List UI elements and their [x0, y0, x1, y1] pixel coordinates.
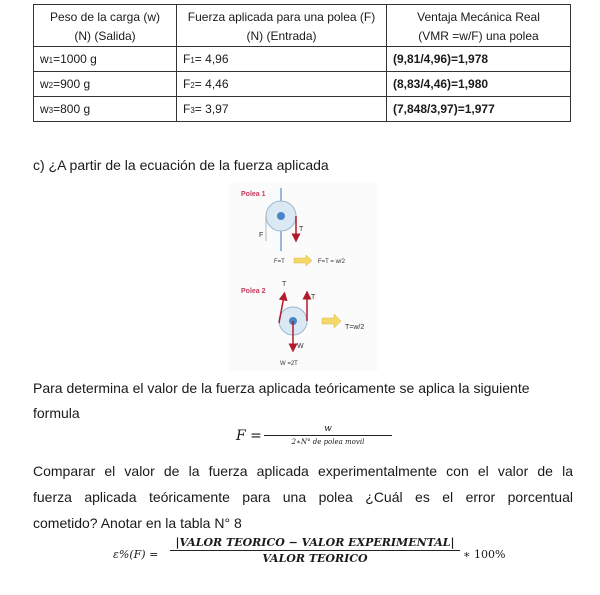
table-row [34, 97, 571, 122]
force-subscript: 1 [190, 56, 195, 65]
table-row [34, 72, 571, 97]
polea2-label-t1: T [282, 281, 287, 288]
paragraph2-line1: Comparar el valor de la fuerza aplicada experimentalmente con el valor de la [33, 463, 573, 479]
header-force-line2: (N) (Entrada) [246, 29, 317, 43]
formula-percent-error [113, 536, 533, 576]
force-symbol: F [183, 102, 191, 116]
polea1-label-f: F [259, 232, 264, 239]
polea2-label-t2: T [311, 294, 316, 301]
force-symbol: F [183, 52, 191, 66]
cell-force [177, 97, 387, 122]
pulley-diagram [228, 183, 378, 371]
polea2-yellow-arrow-icon [322, 314, 341, 328]
header-weight-line1: Peso de la carga (w) [49, 10, 161, 24]
cell-weight [34, 72, 177, 97]
weight-symbol: w [40, 52, 49, 66]
polea2-eq-bottom: W =2T [280, 361, 298, 367]
header-weight-line2: (N) (Salida) [74, 29, 136, 43]
cell-weight [34, 97, 177, 122]
header-force [177, 5, 387, 47]
force-value: = 4,46 [194, 77, 229, 91]
pulley-diagram-svg [228, 183, 378, 371]
force-subscript: 3 [190, 106, 195, 115]
weight-value: =900 g [53, 77, 91, 91]
polea2-eq-right: T=w/2 [345, 324, 365, 331]
weight-value: =1000 g [53, 52, 97, 66]
force-subscript: 2 [190, 81, 195, 90]
formula1-fraction [264, 424, 392, 446]
cell-vmr: (9,81/4,96)=1,978 [387, 47, 571, 72]
table-header-row [34, 5, 571, 47]
paragraph1-line2: formula [33, 405, 80, 421]
polea1-title: Polea 1 [241, 191, 266, 198]
polea1-hub [277, 212, 285, 220]
paragraph1-line1: Para determina el valor de la fuerza aplicada teóricamente se aplica la siguiente [33, 380, 530, 396]
header-weight [34, 5, 177, 47]
formula1-numerator: w [264, 424, 392, 436]
question-c: c) ¿A partir de la ecuación de la fuerza aplicada [33, 157, 329, 173]
paragraph2-line2: fuerza aplicada teóricamente para una polea ¿Cuál es el error porcentual [33, 489, 573, 505]
polea1-yellow-arrow-icon [294, 255, 312, 266]
formula2-numerator: |VALOR TEORICO − VALOR EXPERIMENTAL| [170, 536, 460, 551]
force-value: = 3,97 [194, 102, 229, 116]
formula2-fraction [170, 536, 460, 565]
polea1-label-t: T [299, 226, 304, 233]
polea2-label-w: W [297, 343, 304, 350]
formula1-lhs: F = [236, 428, 262, 444]
cell-weight [34, 47, 177, 72]
cell-force [177, 47, 387, 72]
header-vmr-line1: Ventaja Mecánica Real [417, 10, 540, 24]
header-vmr-line2: (VMR =w/F) una polea [418, 29, 539, 43]
polea2-title: Polea 2 [241, 288, 266, 295]
paragraph2-line3: cometido? Anotar en la tabla N° 8 [33, 515, 242, 531]
weight-subscript: 2 [48, 81, 54, 90]
formula2-rhs: ∗ 100% [463, 548, 506, 561]
weight-symbol: w [40, 77, 49, 91]
table-row [34, 47, 571, 72]
header-vmr [387, 5, 571, 47]
weight-symbol: w [40, 102, 49, 116]
header-force-line1: Fuerza aplicada para una polea (F) [187, 10, 376, 24]
force-symbol: F [183, 77, 191, 91]
results-table [33, 4, 571, 122]
formula2-denominator: VALOR TEORICO [262, 552, 368, 565]
force-value: = 4,96 [194, 52, 229, 66]
paragraph-compare [33, 458, 573, 536]
cell-vmr: (7,848/3,97)=1,977 [387, 97, 571, 122]
paragraph-theoretical-force [33, 376, 573, 426]
weight-value: =800 g [53, 102, 91, 116]
weight-subscript: 1 [48, 56, 54, 65]
polea1-eq-left: F=T [274, 259, 285, 265]
cell-vmr: (8,83/4,46)=1,980 [387, 72, 571, 97]
formula2-lhs: ε%(F) = [113, 548, 159, 561]
formula1-denominator: 2∗N° de polea movil [291, 438, 365, 446]
cell-force [177, 72, 387, 97]
weight-subscript: 3 [48, 106, 54, 115]
polea1-eq-right: F=T = w/2 [318, 259, 345, 265]
